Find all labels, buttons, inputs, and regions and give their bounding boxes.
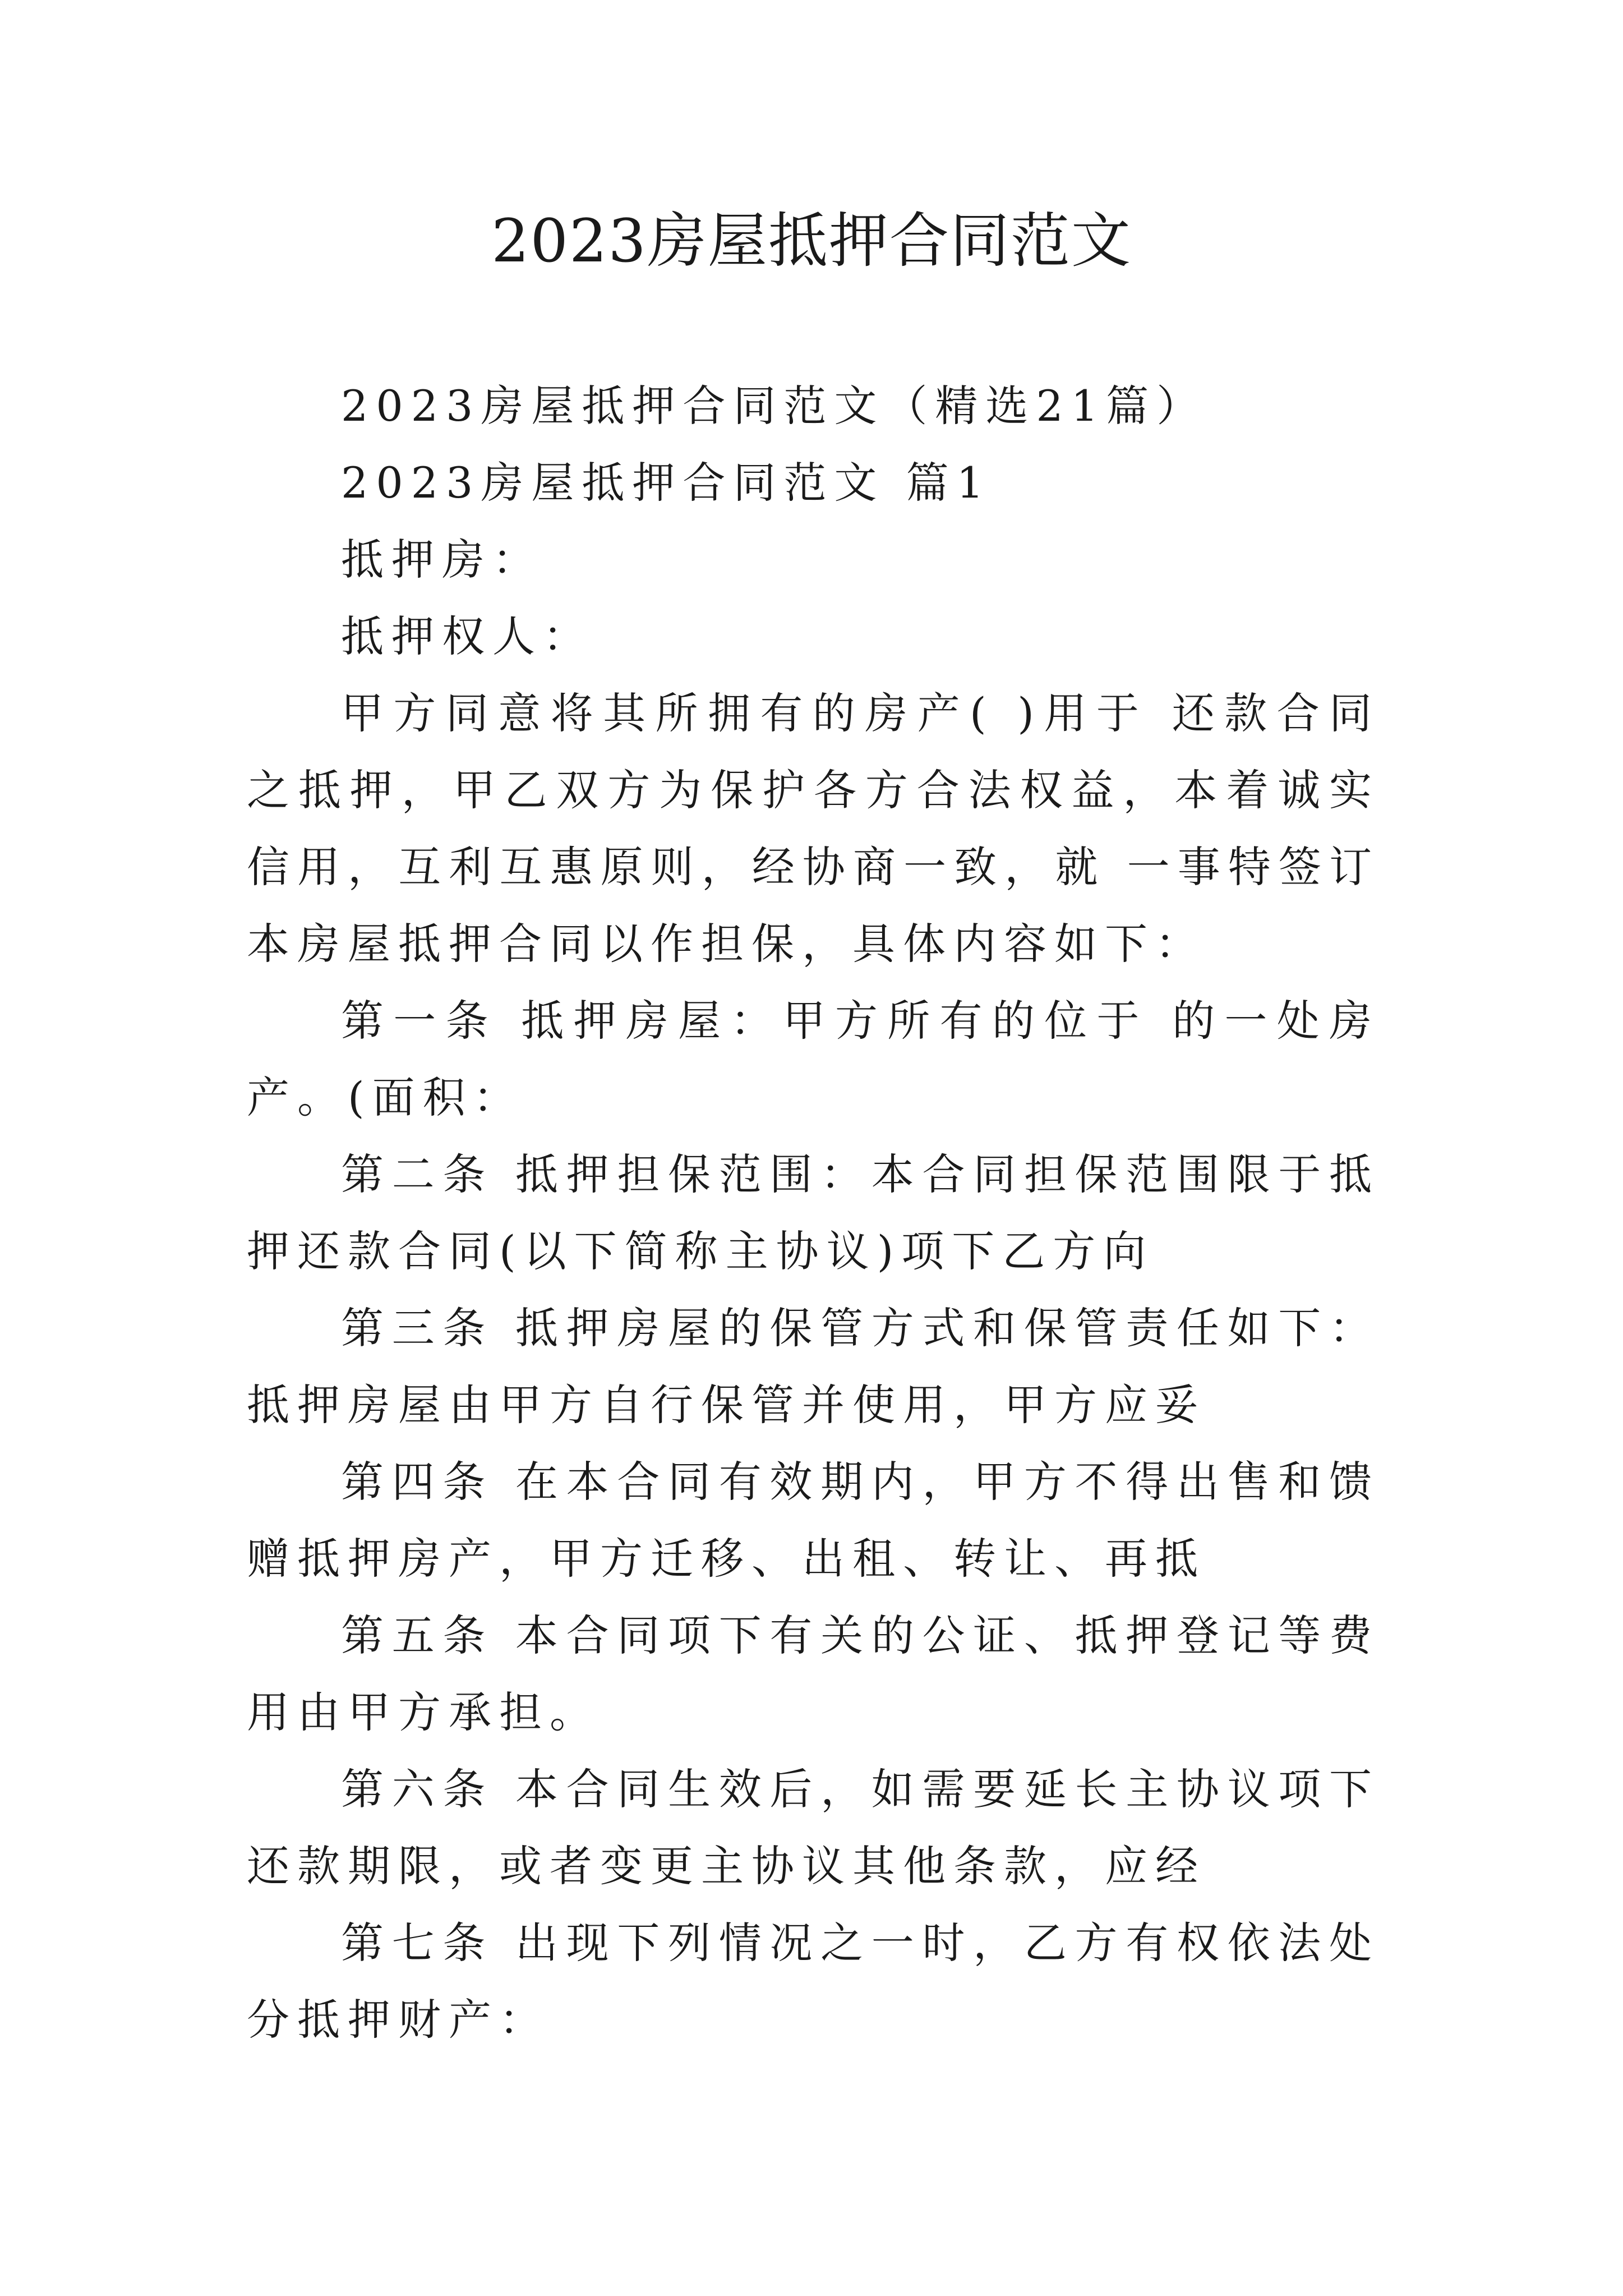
paragraph-article-5: 第五条 本合同项下有关的公证、抵押登记等费用由甲方承担。 — [247, 1611, 1380, 1737]
paragraph-article-7: 第七条 出现下列情况之一时，乙方有权依法处分抵押财产： — [247, 1918, 1380, 2045]
document-body — [247, 367, 1380, 2058]
paragraph-article-3: 第三条 抵押房屋的保管方式和保管责任如下：抵押房屋由甲方自行保管并使用，甲方应妥 — [247, 1303, 1380, 1430]
paragraph-mortgaged-property: 抵押房： — [341, 535, 543, 585]
paragraph-article-6: 第六条 本合同生效后，如需要延长主协议项下还款期限，或者变更主协议其他条款，应经 — [247, 1764, 1380, 1891]
paragraph-article-1: 第一条 抵押房屋：甲方所有的位于 的一处房产。(面积： — [247, 996, 1380, 1122]
paragraph-section-heading: 2023房屋抵押合同范文 篇1 — [341, 458, 992, 508]
paragraph-mortgagee: 抵押权人： — [341, 611, 593, 661]
paragraph-preamble: 甲方同意将其所拥有的房产( )用于 还款合同之抵押，甲乙双方为保护各方合法权益，本着诚实信用，互利互惠原则，经协商一致，就 一事特签订本房屋抵押合同以作担保，具体内容如下： — [247, 688, 1380, 969]
paragraph-subtitle: 2023房屋抵押合同范文（精选21篇） — [341, 381, 1207, 431]
paragraph-article-2: 第二条 抵押担保范围：本合同担保范围限于抵押还款合同(以下简称主协议)项下乙方向 — [247, 1149, 1380, 1276]
paragraph-article-4: 第四条 在本合同有效期内，甲方不得出售和馈赠抵押房产，甲方迁移、出租、转让、再抵 — [247, 1457, 1380, 1584]
document-title: 2023房屋抵押合同范文 — [491, 206, 1132, 275]
